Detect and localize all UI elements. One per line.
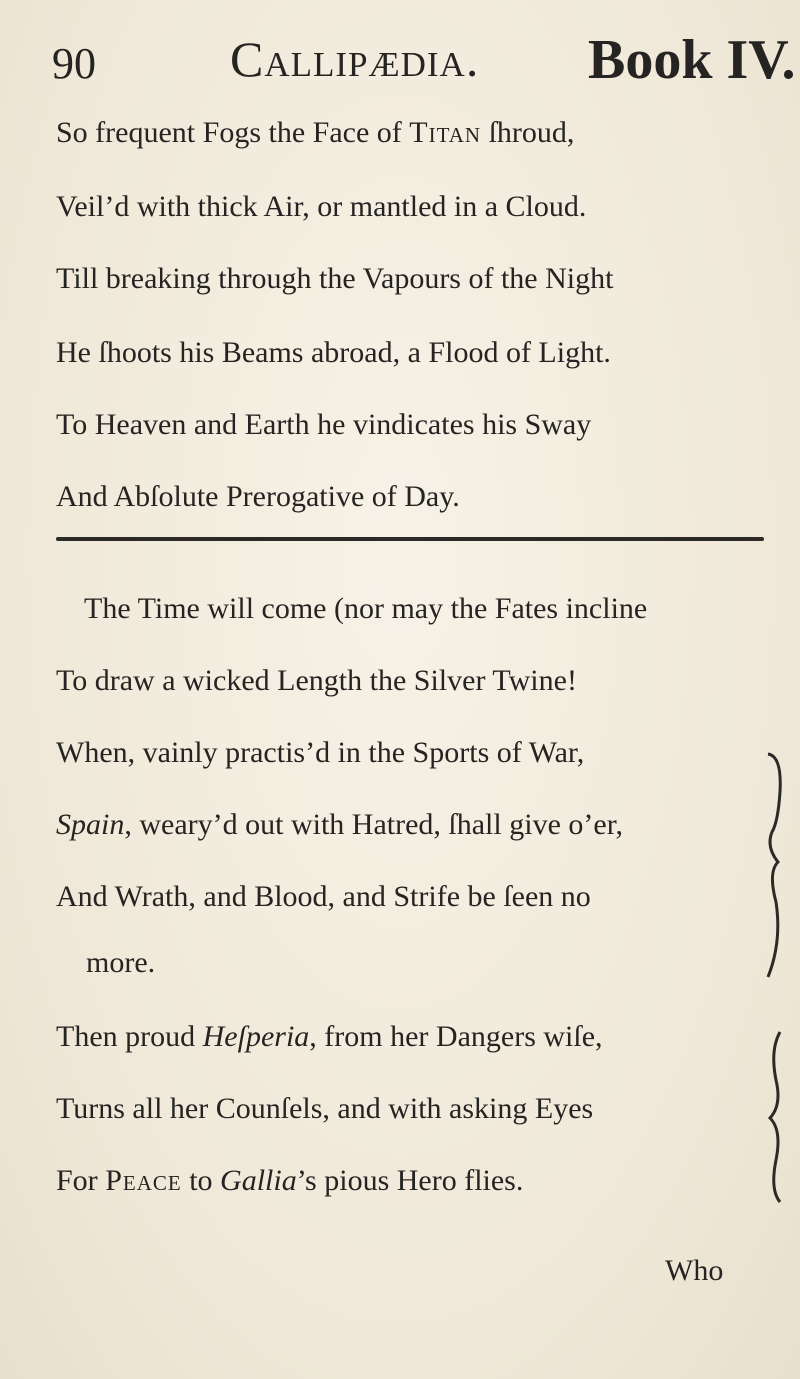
verse-line: Then proud Heſperia, from her Dangers wiſe, xyxy=(56,1020,603,1053)
page-number: 90 xyxy=(52,39,96,88)
verse-line: And Abſolute Prerogative of Day. xyxy=(56,480,460,513)
triplet-brace-icon xyxy=(762,752,792,982)
verse-line: Veil’d with thick Air, or mantled in a Cloud. xyxy=(56,190,587,223)
verse-line: So frequent Fogs the Face of Titan ſhroud, xyxy=(56,116,575,149)
verse-line: Till breaking through the Vapours of the Night xyxy=(56,262,614,295)
verse-line-turnover: more. xyxy=(86,946,156,979)
catchword: Who xyxy=(665,1254,724,1287)
verse-line: He ſhoots his Beams abroad, a Flood of Light. xyxy=(56,336,611,369)
page-header xyxy=(0,28,800,98)
verse-line: For Peace to Gallia’s pious Hero flies. xyxy=(56,1164,524,1197)
verse-line: To draw a wicked Length the Silver Twine! xyxy=(56,664,577,697)
book-label: Book IV. xyxy=(588,29,796,91)
verse-line: And Wrath, and Blood, and Strife be ſeen no xyxy=(56,880,591,913)
verse-line: To Heaven and Earth he vindicates his Sway xyxy=(56,408,592,441)
verse-line: Spain, weary’d out with Hatred, ſhall give o’er, xyxy=(56,808,623,841)
running-title: Callipædia. xyxy=(230,31,480,87)
verse-line: The Time will come (nor may the Fates incline xyxy=(84,592,648,625)
triplet-brace-icon xyxy=(762,1030,792,1205)
section-divider xyxy=(56,537,764,541)
verse-line: When, vainly practis’d in the Sports of War, xyxy=(56,736,585,769)
verse-line: Turns all her Counſels, and with asking Eyes xyxy=(56,1092,594,1125)
